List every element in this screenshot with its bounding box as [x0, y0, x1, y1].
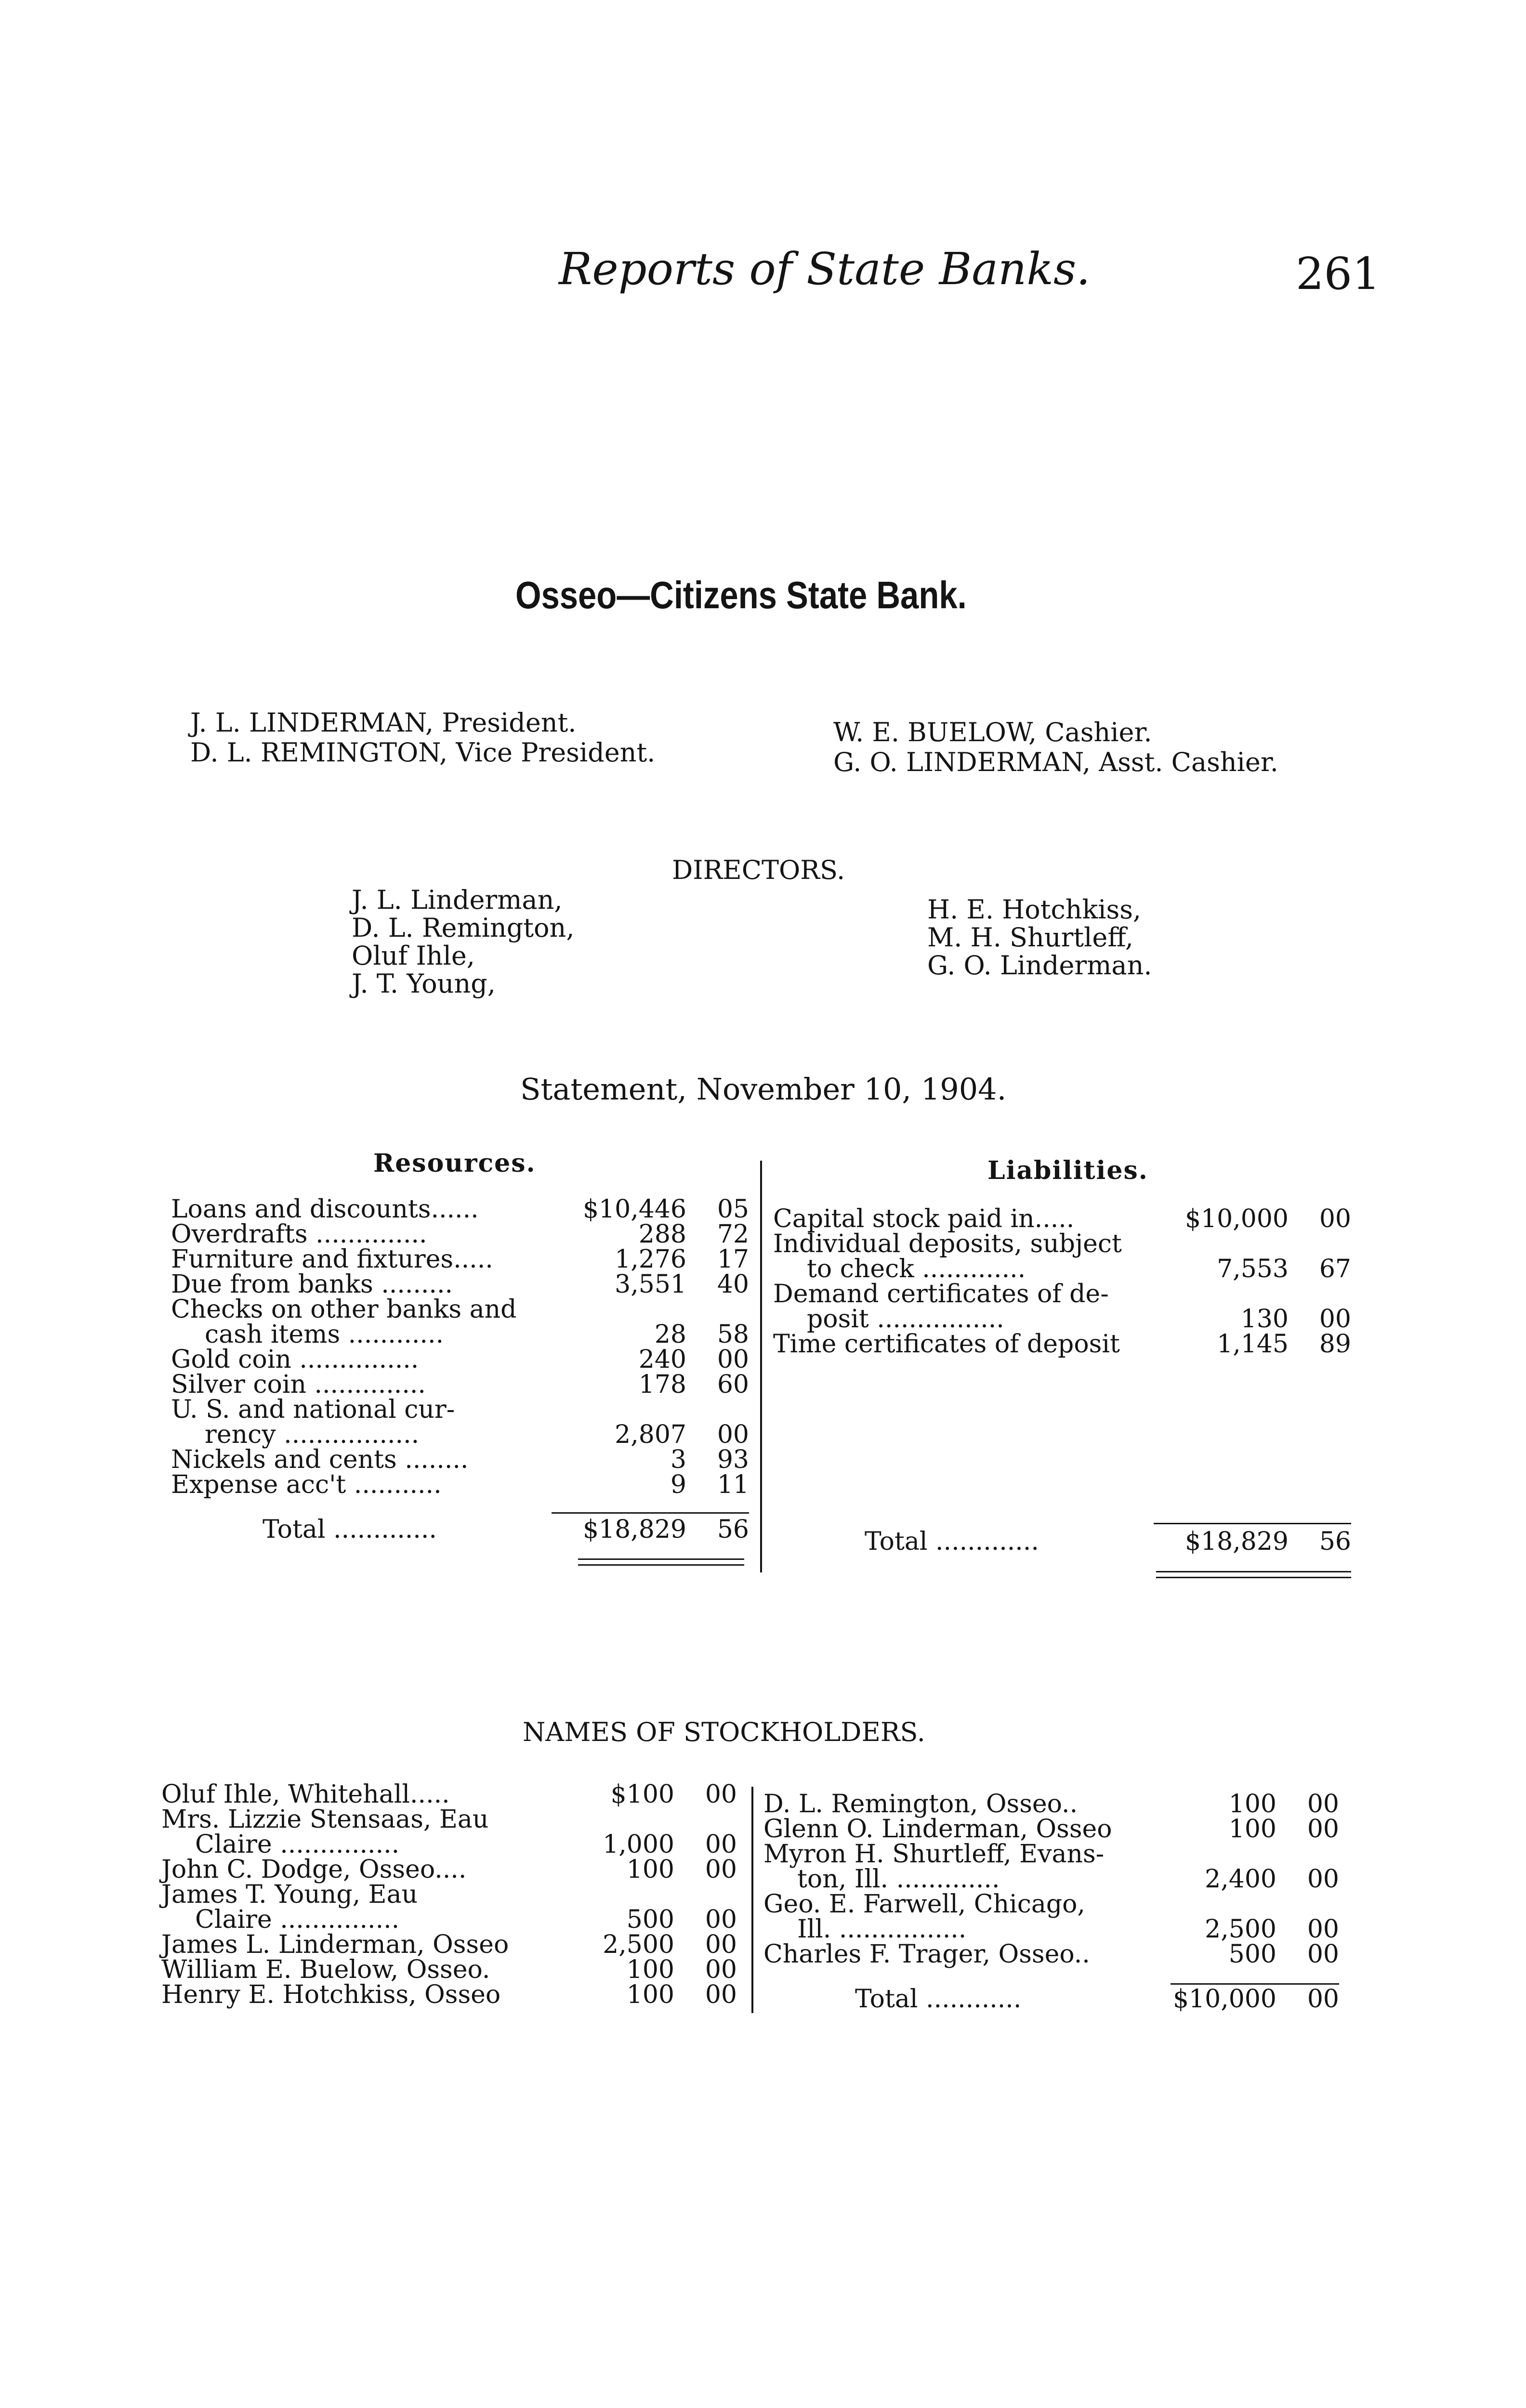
table-row — [171, 1397, 749, 1422]
row-dollars: 100 — [1228, 1790, 1276, 1819]
list-item — [161, 1782, 737, 1807]
subtotal-rule — [1154, 1523, 1351, 1524]
row-label: posit ................ — [807, 1305, 1004, 1334]
row-cents: 58 — [717, 1320, 749, 1349]
row-dollars: 2,807 — [615, 1420, 686, 1449]
row-cents: 00 — [1319, 1204, 1351, 1233]
director-name: H. E. Hotchkiss, — [927, 894, 1142, 925]
row-dollars: 3,551 — [615, 1270, 686, 1299]
stockholders-right — [763, 1792, 1339, 1967]
table-row — [171, 1297, 749, 1322]
row-dollars: $10,446 — [582, 1195, 686, 1224]
row-label: Individual deposits, subject — [773, 1230, 1122, 1258]
row-dollars: 2,500 — [1205, 1915, 1276, 1944]
director-name: J. L. Linderman, — [352, 885, 563, 915]
row-dollars: 500 — [626, 1905, 674, 1934]
total-dollars: $18,829 — [1184, 1527, 1289, 1556]
officers-left — [190, 708, 655, 768]
liabilities-table — [773, 1206, 1351, 1357]
director-name: D. L. Remington, — [352, 913, 575, 943]
total-cents: 00 — [1307, 1985, 1339, 2014]
row-dollars: 130 — [1240, 1305, 1289, 1334]
stockholder-name: Myron H. Shurtleff, Evans- — [763, 1840, 1105, 1869]
row-label: Overdrafts .............. — [171, 1220, 427, 1249]
total-cents: 56 — [717, 1515, 749, 1544]
stockholder-name: James L. Linderman, Osseo — [161, 1930, 509, 1959]
row-label: to check ............. — [807, 1255, 1026, 1283]
list-item — [161, 1882, 737, 1907]
row-cents: 72 — [717, 1220, 749, 1249]
liabilities-heading: Liabilities. — [987, 1156, 1148, 1185]
page-number: 261 — [1296, 248, 1381, 300]
row-cents: 00 — [705, 1855, 737, 1884]
row-dollars: 2,400 — [1205, 1865, 1276, 1894]
row-cents: 00 — [1307, 1815, 1339, 1844]
table-row — [773, 1206, 1351, 1231]
officers-right — [833, 718, 1278, 777]
liabilities-total — [865, 1529, 1351, 1558]
row-label: Capital stock paid in..... — [773, 1204, 1075, 1233]
row-dollars: 1,000 — [603, 1830, 674, 1859]
stockholder-name: Oluf Ihle, Whitehall..... — [161, 1780, 450, 1809]
row-cents: 00 — [705, 1980, 737, 2009]
officer-vice-president: D. L. REMINGTON, Vice President. — [190, 737, 656, 768]
director-name: J. T. Young, — [352, 968, 496, 999]
column-divider — [760, 1161, 762, 1572]
row-dollars: $10,000 — [1184, 1204, 1289, 1233]
list-item — [161, 1982, 737, 2007]
list-item — [161, 1832, 737, 1857]
stockholder-name: William E. Buelow, Osseo. — [161, 1955, 490, 1984]
row-cents: 00 — [1307, 1865, 1339, 1894]
row-dollars: 28 — [654, 1320, 686, 1349]
directors-left — [352, 886, 574, 998]
table-row — [171, 1247, 749, 1272]
list-item — [161, 1907, 737, 1932]
row-label: U. S. and national cur- — [171, 1395, 455, 1424]
total-cents: 56 — [1319, 1527, 1351, 1556]
stockholder-name: ton, Ill. ............. — [797, 1865, 1000, 1894]
row-dollars: 1,145 — [1217, 1330, 1289, 1359]
row-label: Due from banks ......... — [171, 1270, 453, 1299]
row-dollars: $100 — [610, 1780, 674, 1809]
total-label: Total ............. — [865, 1527, 1039, 1556]
stockholder-name: Charles F. Trager, Osseo.. — [763, 1940, 1090, 1969]
row-cents: 00 — [705, 1905, 737, 1934]
list-item — [161, 1857, 737, 1882]
directors-title: DIRECTORS. — [672, 855, 845, 885]
row-cents: 67 — [1319, 1255, 1351, 1283]
list-item — [161, 1957, 737, 1982]
officer-cashier: W. E. BUELOW, Cashier. — [833, 717, 1152, 747]
row-dollars: 7,553 — [1217, 1255, 1289, 1283]
row-cents: 17 — [717, 1245, 749, 1274]
row-cents: 60 — [717, 1370, 749, 1399]
double-rule — [578, 1558, 744, 1560]
row-cents: 89 — [1319, 1330, 1351, 1359]
row-cents: 05 — [717, 1195, 749, 1224]
row-cents: 93 — [717, 1445, 749, 1474]
stockholder-name: Henry E. Hotchkiss, Osseo — [161, 1980, 501, 2009]
column-divider — [751, 1787, 753, 2013]
row-label: Loans and discounts...... — [171, 1195, 479, 1224]
row-dollars: 240 — [638, 1345, 686, 1374]
stockholder-name: James T. Young, Eau — [161, 1880, 418, 1909]
resources-heading: Resources. — [373, 1149, 536, 1178]
stockholder-name: John C. Dodge, Osseo.... — [161, 1855, 467, 1884]
table-row — [171, 1372, 749, 1397]
row-dollars: 3 — [670, 1445, 686, 1474]
total-dollars: $10,000 — [1172, 1985, 1276, 2014]
row-label: Checks on other banks and — [171, 1295, 517, 1324]
table-row — [773, 1332, 1351, 1357]
row-dollars: 100 — [626, 1955, 674, 1984]
row-dollars: 100 — [626, 1980, 674, 2009]
row-cents: 00 — [705, 1955, 737, 1984]
stockholder-name: Geo. E. Farwell, Chicago, — [763, 1890, 1085, 1919]
table-row — [773, 1307, 1351, 1332]
list-item — [763, 1892, 1339, 1917]
row-label: Silver coin .............. — [171, 1370, 426, 1399]
stockholder-name: D. L. Remington, Osseo.. — [763, 1790, 1078, 1819]
double-rule — [1156, 1571, 1351, 1572]
list-item — [161, 1807, 737, 1832]
row-dollars: 178 — [638, 1370, 686, 1399]
row-dollars: 100 — [626, 1855, 674, 1884]
stockholders-title: NAMES OF STOCKHOLDERS. — [523, 1717, 925, 1747]
row-dollars: 288 — [638, 1220, 686, 1249]
director-name: Oluf Ihle, — [352, 941, 475, 971]
officer-asst-cashier: G. O. LINDERMAN, Asst. Cashier. — [833, 747, 1278, 777]
row-dollars: 500 — [1228, 1940, 1276, 1969]
table-row — [171, 1272, 749, 1297]
row-label: Furniture and fixtures..... — [171, 1245, 493, 1274]
row-label: Nickels and cents ........ — [171, 1445, 469, 1474]
list-item — [763, 1842, 1339, 1867]
table-row — [171, 1447, 749, 1472]
row-label: rency ................. — [205, 1420, 420, 1449]
total-dollars: $18,829 — [582, 1515, 686, 1544]
table-row — [773, 1282, 1351, 1307]
row-label: Expense acc't ........... — [171, 1470, 442, 1499]
stockholder-name: Mrs. Lizzie Stensaas, Eau — [161, 1805, 489, 1834]
stockholder-name: Glenn O. Linderman, Osseo — [763, 1815, 1112, 1844]
double-rule — [578, 1564, 744, 1566]
director-name: G. O. Linderman. — [927, 950, 1152, 981]
running-title: Reports of State Banks. — [559, 243, 1091, 295]
row-label: Demand certificates of de- — [773, 1280, 1109, 1309]
total-label: Total ............ — [855, 1985, 1022, 2014]
list-item — [763, 1817, 1339, 1842]
bank-title: Osseo—Citizens State Bank. — [515, 574, 967, 616]
row-cents: 00 — [705, 1930, 737, 1959]
list-item — [763, 1917, 1339, 1942]
table-row — [171, 1322, 749, 1347]
row-cents: 00 — [1307, 1940, 1339, 1969]
stockholders-left — [161, 1782, 737, 2007]
resources-total — [263, 1517, 749, 1546]
row-cents: 11 — [717, 1470, 749, 1499]
row-cents: 00 — [717, 1420, 749, 1449]
resources-table — [171, 1197, 749, 1497]
row-cents: 00 — [1319, 1305, 1351, 1334]
row-label: cash items ............ — [205, 1320, 444, 1349]
director-name: M. H. Shurtleff, — [927, 922, 1133, 953]
total-label: Total ............. — [263, 1515, 437, 1544]
list-item — [763, 1867, 1339, 1892]
stockholder-name: Claire ............... — [195, 1905, 400, 1934]
table-row — [171, 1347, 749, 1372]
list-item — [763, 1792, 1339, 1817]
list-item — [763, 1942, 1339, 1967]
double-rule — [1156, 1577, 1351, 1578]
row-cents: 00 — [1307, 1915, 1339, 1944]
stockholder-name: Ill. ................ — [797, 1915, 967, 1944]
stockholders-total — [855, 1987, 1339, 2015]
row-cents: 40 — [717, 1270, 749, 1299]
row-dollars: 1,276 — [615, 1245, 686, 1274]
statement-title: Statement, November 10, 1904. — [520, 1072, 1007, 1107]
table-row — [773, 1256, 1351, 1282]
stockholder-name: Claire ............... — [195, 1830, 400, 1859]
row-label: Time certificates of deposit — [773, 1330, 1120, 1359]
row-cents: 00 — [705, 1780, 737, 1809]
row-dollars: 9 — [670, 1470, 686, 1499]
row-dollars: 100 — [1228, 1815, 1276, 1844]
directors-right — [927, 896, 1152, 980]
subtotal-rule — [552, 1512, 749, 1514]
table-row — [171, 1197, 749, 1222]
row-dollars: 2,500 — [603, 1930, 674, 1959]
row-cents: 00 — [717, 1345, 749, 1374]
table-row — [171, 1472, 749, 1497]
row-label: Gold coin ............... — [171, 1345, 419, 1374]
table-row — [171, 1422, 749, 1447]
officer-president: J. L. LINDERMAN, President. — [190, 707, 577, 738]
table-row — [171, 1222, 749, 1247]
row-cents: 00 — [705, 1830, 737, 1859]
table-row — [773, 1231, 1351, 1256]
row-cents: 00 — [1307, 1790, 1339, 1819]
list-item — [161, 1932, 737, 1957]
